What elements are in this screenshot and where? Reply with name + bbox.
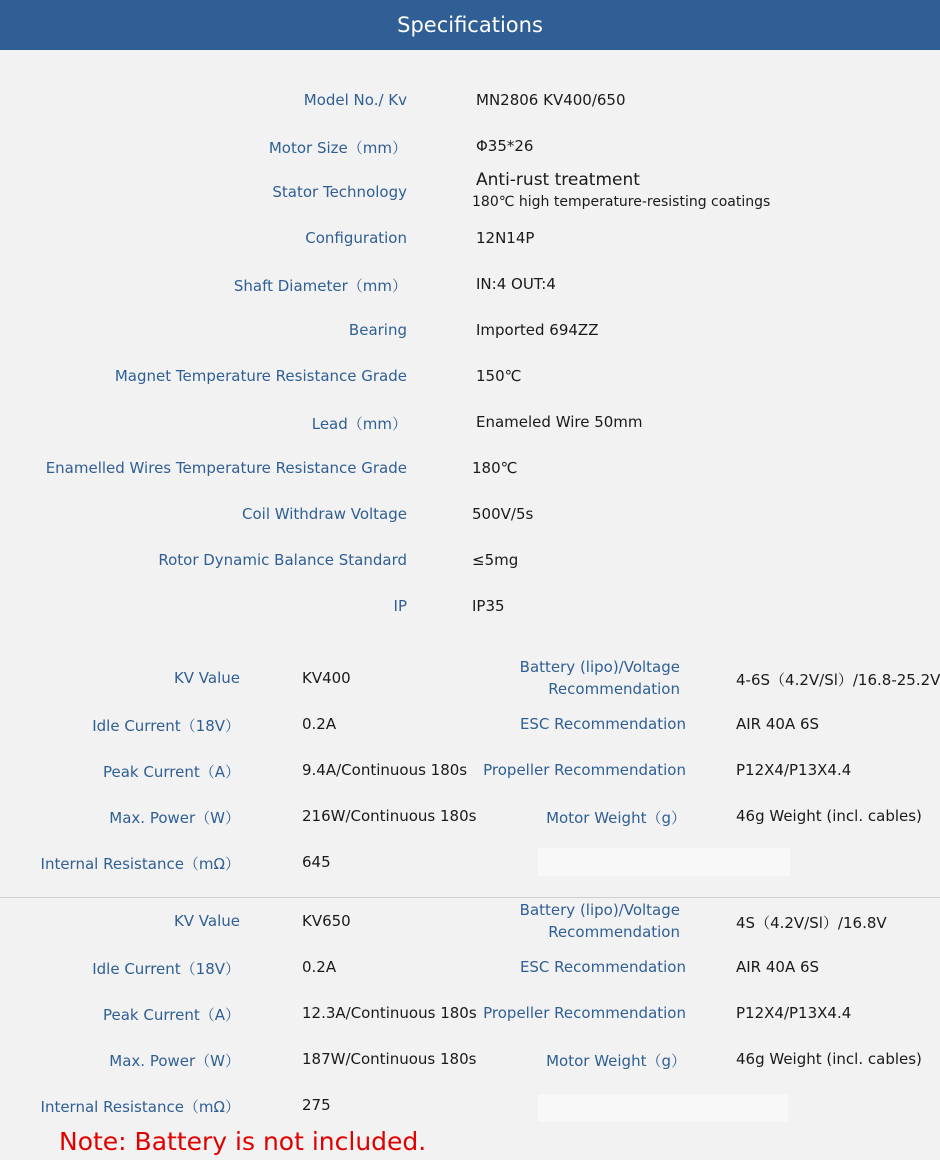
kv400-label-idle-current: Idle Current（18V）	[92, 717, 240, 735]
spec-label-configuration: Configuration	[305, 229, 407, 247]
spec-label-shaft: Shaft Diameter（mm）	[233, 277, 407, 295]
spec-value-ip: IP35	[472, 597, 505, 615]
kv400-value-peak-current: 9.4A/Continuous 180s	[302, 761, 468, 779]
spec-value-configuration: 12N14P	[476, 229, 535, 247]
kv650-value-propeller: P12X4/P13X4.4	[736, 1004, 852, 1022]
kv400-value-esc: AIR 40A 6S	[736, 715, 820, 733]
kv400-label-peak-current: Peak Current（A）	[103, 763, 240, 781]
kv650-value-idle-current: 0.2A	[302, 958, 337, 976]
empty-cell	[538, 848, 790, 876]
kv400-label-kv: KV Value	[173, 669, 240, 687]
spec-label-model: Model No./ Kv	[303, 91, 407, 109]
spec-label-ip: IP	[393, 597, 407, 615]
kv650-value-resistance: 275	[302, 1096, 331, 1114]
kv400-label-weight: Motor Weight（g）	[546, 809, 686, 827]
spec-value-motor-size: Φ35*26	[476, 137, 534, 155]
spec-label-stator: Stator Technology	[272, 183, 407, 201]
battery-note: Note: Battery is not included.	[59, 1127, 427, 1156]
kv400-value-idle-current: 0.2A	[302, 715, 337, 733]
kv650-label-idle-current: Idle Current（18V）	[92, 960, 240, 978]
kv400-label-esc: ESC Recommendation	[519, 715, 686, 733]
kv650-value-peak-current: 12.3A/Continuous 180s	[302, 1004, 477, 1022]
kv400-value-weight: 46g Weight (incl. cables)	[736, 807, 922, 825]
kv650-value-battery: 4S（4.2V/Sl）/16.8V	[736, 914, 887, 932]
kv400-label-battery-line1: Battery (lipo)/Voltage	[519, 658, 680, 676]
kv650-label-kv: KV Value	[173, 912, 240, 930]
kv400-value-propeller: P12X4/P13X4.4	[736, 761, 852, 779]
spec-label-bearing: Bearing	[348, 321, 407, 339]
spec-value-stator-line1: Anti-rust treatment	[476, 170, 640, 190]
spec-value-coil-voltage: 500V/5s	[472, 505, 534, 523]
kv650-label-peak-current: Peak Current（A）	[103, 1006, 240, 1024]
kv400-value-max-power: 216W/Continuous 180s	[302, 807, 477, 825]
kv650-label-weight: Motor Weight（g）	[546, 1052, 686, 1070]
kv400-value-kv: KV400	[302, 669, 351, 687]
spec-value-wire-temp: 180℃	[472, 459, 518, 477]
spec-value-lead: Enameled Wire 50mm	[476, 413, 643, 431]
kv400-label-max-power: Max. Power（W）	[109, 809, 240, 827]
spec-value-rotor-balance: ≤5mg	[472, 551, 519, 569]
empty-cell	[538, 1094, 788, 1122]
spec-label-rotor-balance: Rotor Dynamic Balance Standard	[158, 551, 407, 569]
kv650-label-battery	[480, 899, 680, 943]
kv400-label-battery	[480, 656, 680, 700]
page-title: Specifications	[397, 13, 543, 37]
kv650-value-weight: 46g Weight (incl. cables)	[736, 1050, 922, 1068]
kv400-value-resistance: 645	[302, 853, 331, 871]
kv650-label-battery-line2: Recommendation	[548, 923, 680, 941]
kv650-label-max-power: Max. Power（W）	[109, 1052, 240, 1070]
kv650-label-propeller: Propeller Recommendation	[483, 1004, 686, 1022]
kv650-value-kv: KV650	[302, 912, 351, 930]
spec-label-lead: Lead（mm）	[311, 415, 407, 433]
spec-value-shaft: IN:4 OUT:4	[476, 275, 556, 293]
spec-value-magnet-temp: 150℃	[476, 367, 522, 385]
spec-value-bearing: Imported 694ZZ	[476, 321, 599, 339]
spec-label-coil-voltage: Coil Withdraw Voltage	[242, 505, 407, 523]
kv400-value-battery: 4-6S（4.2V/Sl）/16.8-25.2V	[736, 671, 940, 689]
kv650-label-resistance: Internal Resistance（mΩ）	[40, 1098, 240, 1116]
spec-label-motor-size: Motor Size（mm）	[268, 139, 407, 157]
kv650-value-esc: AIR 40A 6S	[736, 958, 820, 976]
kv650-value-max-power: 187W/Continuous 180s	[302, 1050, 477, 1068]
spec-value-stator-line2: 180℃ high temperature-resisting coatings	[472, 194, 771, 210]
kv400-label-battery-line2: Recommendation	[548, 680, 680, 698]
kv650-label-battery-line1: Battery (lipo)/Voltage	[519, 901, 680, 919]
kv400-label-resistance: Internal Resistance（mΩ）	[40, 855, 240, 873]
kv400-label-propeller: Propeller Recommendation	[483, 761, 686, 779]
spec-label-magnet-temp: Magnet Temperature Resistance Grade	[114, 367, 407, 385]
spec-label-wire-temp: Enamelled Wires Temperature Resistance Grade	[45, 459, 407, 477]
page-header	[0, 0, 940, 50]
spec-value-model: MN2806 KV400/650	[476, 91, 626, 109]
kv650-label-esc: ESC Recommendation	[519, 958, 686, 976]
section-divider	[0, 897, 940, 898]
